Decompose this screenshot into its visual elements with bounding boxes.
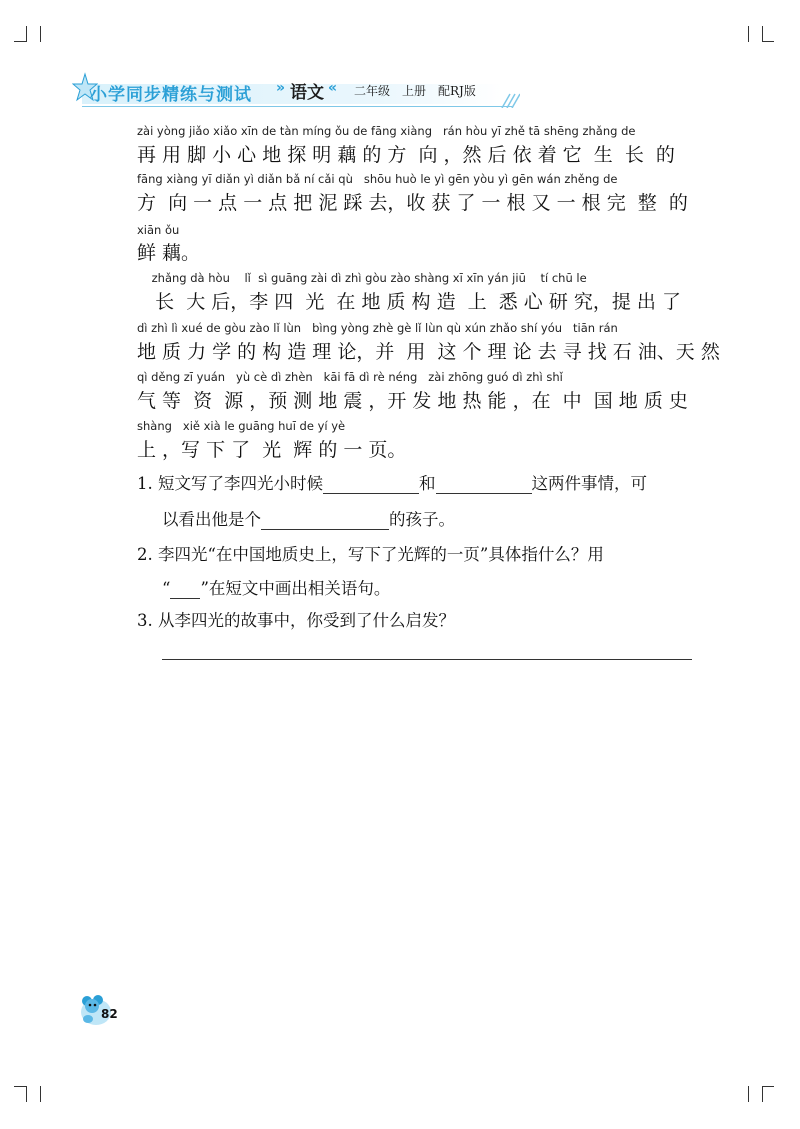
crop-mark [14,1086,26,1087]
pinyin-line: dì zhì lì xué de gòu zào lǐ lùn bìng yòng zhè gè lǐ lùn qù xún zhǎo shí yóu tiān rán [137,321,618,335]
crop-mark [762,41,774,42]
question-1-line-2 [162,506,455,530]
page-header [72,72,512,108]
question-1-text: 的孩子。 [389,510,455,529]
crop-mark [762,1086,763,1102]
hanzi-line: 长 大 后，李 四 光 在 地 质 构 造 上 悉 心 研 究，提 出 了 [137,291,681,313]
arrow-left-icon: » [276,80,286,96]
hanzi-line: 地 质 力 学 的 构 造 理 论，并 用 这 个 理 论 去 寻 找 石 油、天 然 [137,341,720,363]
hanzi-line: 方 向 一 点 一 点 把 泥 踩 去，收 获 了 一 根 又 一 根 完 整 的 [137,192,688,214]
question-1-text: 以看出他是个 [162,510,261,529]
crop-mark [26,1086,27,1102]
question-1-text: 这两件事情，可 [531,474,647,493]
question-1-text: 1. 短文写了李四光小时候 [137,474,323,493]
question-2-line-1: 2. 李四光“在中国地质史上，写下了光辉的一页”具体指什么？用 [137,545,604,564]
question-2-line-2 [162,575,390,599]
hanzi-line: 上 ，写 下 了 光 辉 的 一 页。 [137,439,407,461]
crop-mark [762,1086,774,1087]
arrow-right-icon: « [328,80,338,96]
pinyin-line: qì děng zī yuán yù cè dì zhèn kāi fā dì rè néng zài zhōng guó dì zhì shǐ [137,370,563,384]
question-2-text: “ [162,579,171,598]
crop-mark [748,1086,749,1102]
question-1-text: 和 [419,474,436,493]
hanzi-line: 鲜 藕。 [137,242,201,264]
hanzi-line: 气 等 资 源 ，预 测 地 震 ，开 发 地 热 能 ，在 中 国 地 质 史 [137,390,688,412]
hanzi-line: 再 用 脚 小 心 地 探 明 藕 的 方 向 ，然 后 依 着 它 生 长 的 [137,144,675,166]
pinyin-line: fāng xiàng yī diǎn yì diǎn bǎ ní cǎi qù shōu huò le yì gēn yòu yì gēn wán zhěng de [137,172,618,186]
answer-blank-1[interactable] [323,477,419,495]
pinyin-line: zhǎng dà hòu lǐ sì guāng zài dì zhì gòu zào shàng xī xīn yán jiū tí chū le [137,271,587,285]
pinyin-line: zài yòng jiǎo xiǎo xīn de tàn míng ǒu de fāng xiàng rán hòu yī zhě tā shēng zhǎng de [137,124,636,138]
subject-label: 语文 [290,83,324,103]
header-underline [82,106,512,107]
series-title: 小学同步精练与测试 [90,85,252,105]
question-1-line-1 [137,470,647,494]
crop-mark [40,26,41,42]
page-number: 82 [101,1007,118,1021]
answer-line[interactable] [162,659,692,660]
underline-mark-sample [170,582,200,600]
answer-blank-3[interactable] [261,513,389,531]
crop-mark [14,41,26,42]
crop-mark [40,1086,41,1102]
question-3: 3. 从李四光的故事中，你受到了什么启发？ [137,611,455,630]
pinyin-line: xiān ǒu [137,223,180,237]
stripes-decoration-icon [500,92,520,108]
pinyin-line: shàng xiě xià le guāng huī de yí yè [137,419,346,433]
crop-mark [748,26,749,42]
question-2-text: ”在短文中画出相关语句。 [200,579,391,598]
grade-info: 二年级 上册 配RJ版 [354,84,476,98]
answer-blank-2[interactable] [436,477,532,495]
crop-mark [26,26,27,42]
passage [137,120,720,461]
crop-mark [762,26,763,42]
